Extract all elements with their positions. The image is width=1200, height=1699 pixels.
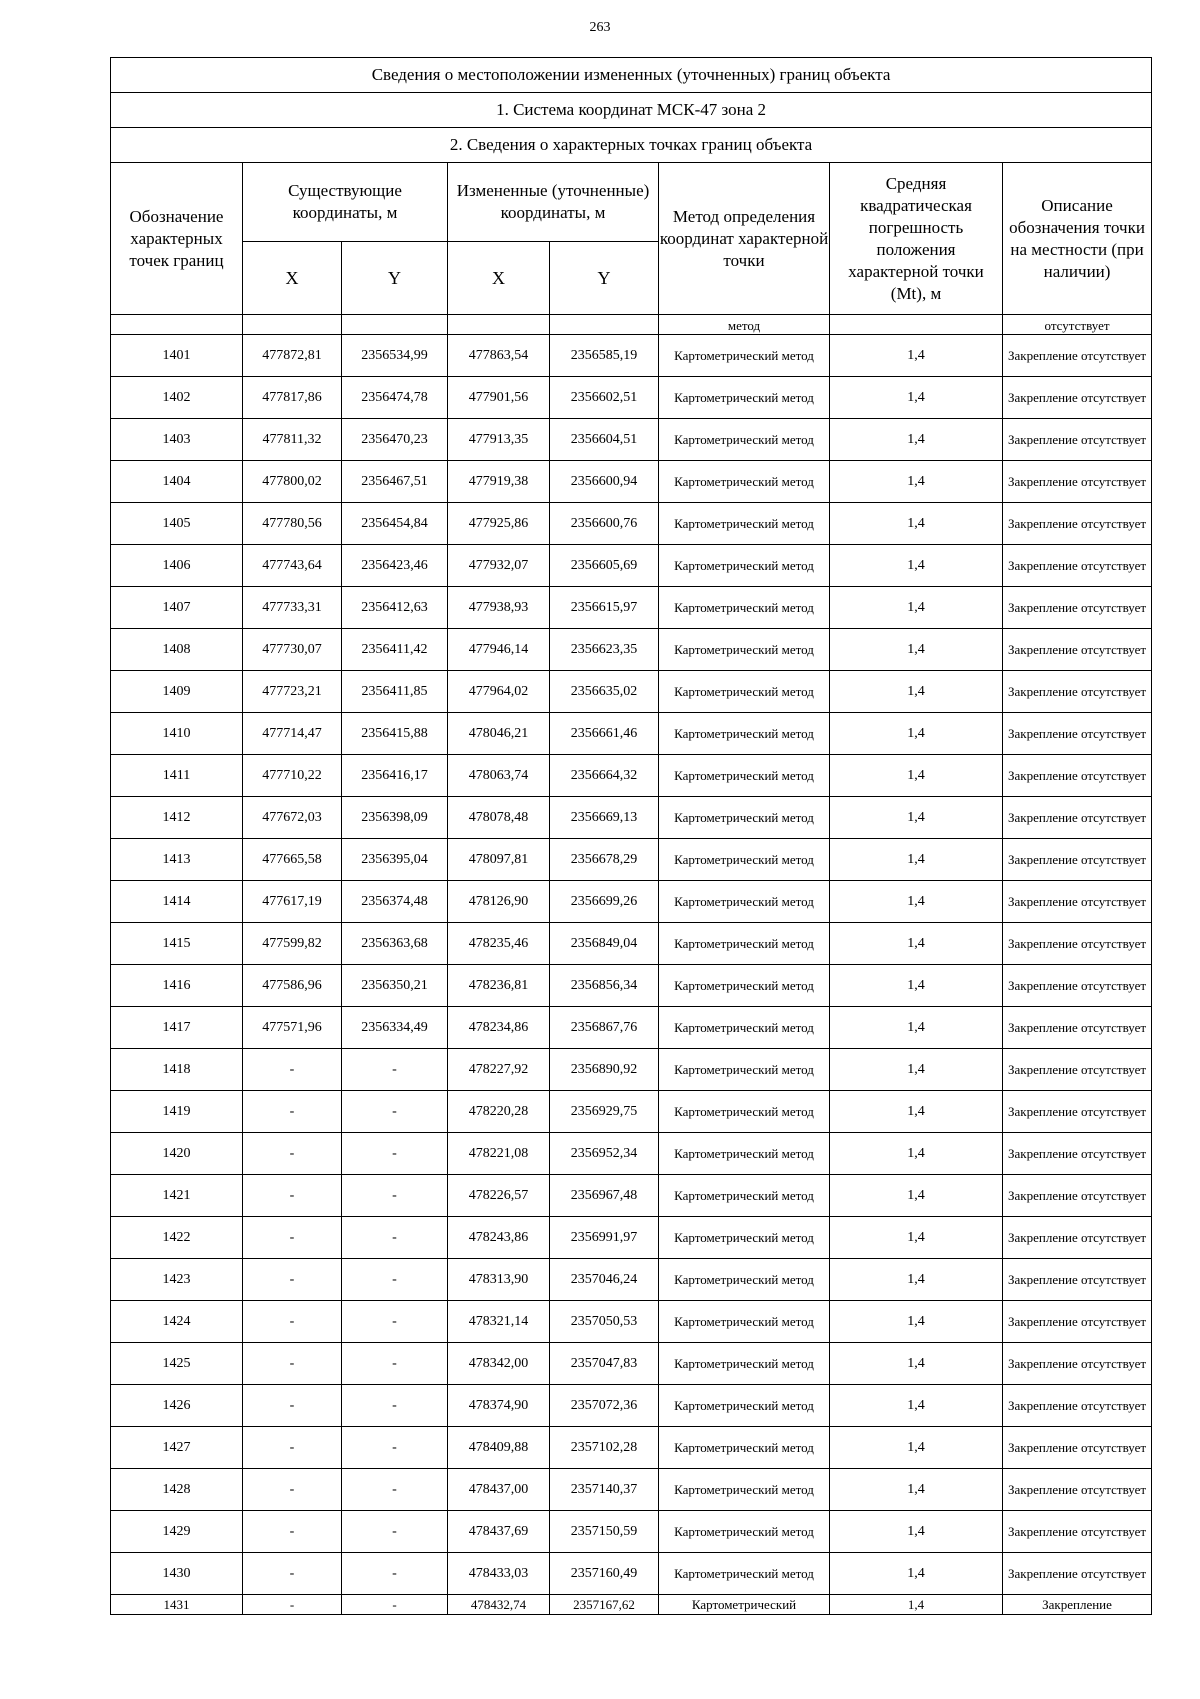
accuracy-cell: 1,4 [830, 1007, 1003, 1049]
changed-y-cell: 2356604,51 [550, 419, 659, 461]
existing-y-cell: - [342, 1511, 448, 1553]
point-id-cell: 1410 [111, 713, 243, 755]
changed-y-cell: 2356890,92 [550, 1049, 659, 1091]
table-row [111, 587, 1152, 629]
point-id-cell: 1414 [111, 881, 243, 923]
description-cell: Закрепление отсутствует [1003, 587, 1152, 629]
header-changed-y: Y [550, 242, 659, 315]
accuracy-cell: 1,4 [830, 1217, 1003, 1259]
changed-y-cell: 2356615,97 [550, 587, 659, 629]
existing-y-cell: 2356334,49 [342, 1007, 448, 1049]
changed-x-cell: 478236,81 [448, 965, 550, 1007]
existing-x-cell: - [243, 1259, 342, 1301]
existing-x-cell: - [243, 1553, 342, 1595]
existing-x-cell: 477743,64 [243, 545, 342, 587]
changed-x-cell: 478409,88 [448, 1427, 550, 1469]
description-cell: отсутствует [1003, 315, 1152, 335]
changed-x-cell: 478226,57 [448, 1175, 550, 1217]
method-cell: Картометрический метод [659, 1427, 830, 1469]
table-row [111, 1007, 1152, 1049]
existing-x-cell: 477800,02 [243, 461, 342, 503]
table-row [111, 1259, 1152, 1301]
description-cell: Закрепление отсутствует [1003, 671, 1152, 713]
changed-y-cell: 2357160,49 [550, 1553, 659, 1595]
existing-x-cell: 477817,86 [243, 377, 342, 419]
changed-x-cell: 478235,46 [448, 923, 550, 965]
changed-x-cell: 478227,92 [448, 1049, 550, 1091]
table-row [111, 881, 1152, 923]
changed-y-cell: 2357150,59 [550, 1511, 659, 1553]
accuracy-cell: 1,4 [830, 1301, 1003, 1343]
method-cell: Картометрический метод [659, 797, 830, 839]
existing-y-cell: 2356411,42 [342, 629, 448, 671]
description-cell: Закрепление отсутствует [1003, 629, 1152, 671]
method-cell: Картометрический метод [659, 755, 830, 797]
point-id-cell: 1406 [111, 545, 243, 587]
changed-x-cell: 477964,02 [448, 671, 550, 713]
table-row [111, 1511, 1152, 1553]
existing-x-cell: - [243, 1091, 342, 1133]
description-cell: Закрепление отсутствует [1003, 1385, 1152, 1427]
changed-x-cell: 478437,69 [448, 1511, 550, 1553]
existing-y-cell: - [342, 1427, 448, 1469]
table-row [111, 713, 1152, 755]
point-id-cell: 1415 [111, 923, 243, 965]
table-row [111, 755, 1152, 797]
existing-y-cell: - [342, 1133, 448, 1175]
changed-y-cell: 2356600,76 [550, 503, 659, 545]
changed-x-cell: 478374,90 [448, 1385, 550, 1427]
changed-x-cell: 477946,14 [448, 629, 550, 671]
changed-x-cell: 478433,03 [448, 1553, 550, 1595]
boundary-points-table [110, 57, 1152, 1615]
header-description: Описание обозначения точки на местности (при наличии) [1003, 163, 1152, 315]
point-id-cell: 1402 [111, 377, 243, 419]
existing-y-cell: 2356411,85 [342, 671, 448, 713]
changed-y-cell: 2357167,62 [550, 1595, 659, 1615]
point-id-cell: 1418 [111, 1049, 243, 1091]
existing-x-cell: - [243, 1385, 342, 1427]
method-cell: Картометрический метод [659, 377, 830, 419]
description-cell: Закрепление [1003, 1595, 1152, 1615]
table-row [111, 461, 1152, 503]
point-id-cell: 1404 [111, 461, 243, 503]
description-cell: Закрепление отсутствует [1003, 545, 1152, 587]
description-cell: Закрепление отсутствует [1003, 755, 1152, 797]
accuracy-cell: 1,4 [830, 1595, 1003, 1615]
table-row [111, 1469, 1152, 1511]
changed-y-cell: 2357047,83 [550, 1343, 659, 1385]
table-row-last [111, 1595, 1152, 1615]
method-cell: Картометрический метод [659, 1301, 830, 1343]
point-id-cell: 1423 [111, 1259, 243, 1301]
table-row [111, 1343, 1152, 1385]
accuracy-cell: 1,4 [830, 1511, 1003, 1553]
point-id-cell: 1405 [111, 503, 243, 545]
header-existing-coordinates: Существующие координаты, м [243, 163, 448, 242]
method-cell: Картометрический метод [659, 503, 830, 545]
point-id-cell: 1419 [111, 1091, 243, 1133]
table-row [111, 923, 1152, 965]
description-cell: Закрепление отсутствует [1003, 1343, 1152, 1385]
accuracy-cell: 1,4 [830, 713, 1003, 755]
changed-y-cell: 2356856,34 [550, 965, 659, 1007]
point-id-cell: 1401 [111, 335, 243, 377]
description-cell: Закрепление отсутствует [1003, 419, 1152, 461]
table-row [111, 1091, 1152, 1133]
description-cell: Закрепление отсутствует [1003, 839, 1152, 881]
point-id-cell: 1416 [111, 965, 243, 1007]
page-number: 263 [589, 20, 611, 35]
accuracy-cell: 1,4 [830, 965, 1003, 1007]
table-row [111, 503, 1152, 545]
method-cell: Картометрический метод [659, 1469, 830, 1511]
changed-y-cell: 2356867,76 [550, 1007, 659, 1049]
description-cell: Закрепление отсутствует [1003, 377, 1152, 419]
existing-y-cell: 2356350,21 [342, 965, 448, 1007]
existing-y-cell: 2356534,99 [342, 335, 448, 377]
changed-x-cell: 478097,81 [448, 839, 550, 881]
point-id-cell: 1417 [111, 1007, 243, 1049]
point-id-cell: 1425 [111, 1343, 243, 1385]
changed-y-cell: 2356849,04 [550, 923, 659, 965]
method-cell: Картометрический метод [659, 461, 830, 503]
table-row [111, 1553, 1152, 1595]
changed-y-cell: 2356661,46 [550, 713, 659, 755]
accuracy-cell: 1,4 [830, 923, 1003, 965]
existing-x-cell: - [243, 1049, 342, 1091]
method-cell: Картометрический метод [659, 419, 830, 461]
description-cell: Закрепление отсутствует [1003, 503, 1152, 545]
method-cell: Картометрический метод [659, 1553, 830, 1595]
points-section-title: 2. Сведения о характерных точках границ объекта [111, 128, 1152, 163]
existing-x-cell: 477780,56 [243, 503, 342, 545]
accuracy-cell: 1,4 [830, 587, 1003, 629]
existing-y-cell: 2356395,04 [342, 839, 448, 881]
changed-y-cell: 2357046,24 [550, 1259, 659, 1301]
existing-y-cell: 2356398,09 [342, 797, 448, 839]
method-cell: Картометрический метод [659, 1091, 830, 1133]
description-cell: Закрепление отсутствует [1003, 1259, 1152, 1301]
existing-x-cell: 477672,03 [243, 797, 342, 839]
method-cell: Картометрический метод [659, 1511, 830, 1553]
description-cell: Закрепление отсутствует [1003, 713, 1152, 755]
existing-x-cell: 477872,81 [243, 335, 342, 377]
existing-x-cell: 477571,96 [243, 1007, 342, 1049]
description-cell: Закрепление отсутствует [1003, 923, 1152, 965]
table-row [111, 1175, 1152, 1217]
existing-x-cell: 477710,22 [243, 755, 342, 797]
table-row [111, 377, 1152, 419]
header-accuracy: Средняя квадратическая погрешность положения характерной точки (Mt), м [830, 163, 1003, 315]
method-cell: Картометрический метод [659, 1133, 830, 1175]
method-cell: Картометрический метод [659, 1217, 830, 1259]
existing-y-cell: - [342, 1301, 448, 1343]
table-row [111, 1049, 1152, 1091]
header-existing-x: X [243, 242, 342, 315]
changed-y-cell: 2356991,97 [550, 1217, 659, 1259]
method-cell: Картометрический метод [659, 587, 830, 629]
changed-x-cell: 477913,35 [448, 419, 550, 461]
existing-x-cell: - [243, 1427, 342, 1469]
existing-y-cell: - [342, 1049, 448, 1091]
existing-x-cell: 477723,21 [243, 671, 342, 713]
changed-y-cell: 2356605,69 [550, 545, 659, 587]
table-row [111, 629, 1152, 671]
existing-y-cell: 2356415,88 [342, 713, 448, 755]
point-id-cell: 1426 [111, 1385, 243, 1427]
method-cell: метод [659, 315, 830, 335]
table-row [111, 797, 1152, 839]
changed-x-cell: 478321,14 [448, 1301, 550, 1343]
existing-y-cell: 2356363,68 [342, 923, 448, 965]
existing-y-cell: - [342, 1469, 448, 1511]
accuracy-cell: 1,4 [830, 377, 1003, 419]
description-cell: Закрепление отсутствует [1003, 461, 1152, 503]
changed-x-cell: 477938,93 [448, 587, 550, 629]
method-cell: Картометрический метод [659, 1007, 830, 1049]
existing-y-cell: - [342, 1385, 448, 1427]
changed-y-cell: 2356929,75 [550, 1091, 659, 1133]
table-row [111, 965, 1152, 1007]
method-cell: Картометрический метод [659, 839, 830, 881]
existing-x-cell: - [243, 1343, 342, 1385]
changed-y-cell: 2356669,13 [550, 797, 659, 839]
changed-x-cell: 478220,28 [448, 1091, 550, 1133]
existing-y-cell: 2356474,78 [342, 377, 448, 419]
table-row-continued [111, 315, 1152, 335]
existing-x-cell: 477811,32 [243, 419, 342, 461]
method-cell: Картометрический метод [659, 1343, 830, 1385]
method-cell: Картометрический метод [659, 1175, 830, 1217]
point-id-cell: 1409 [111, 671, 243, 713]
changed-y-cell: 2356952,34 [550, 1133, 659, 1175]
accuracy-cell: 1,4 [830, 1385, 1003, 1427]
coordinate-system-title: 1. Система координат МСК-47 зона 2 [111, 93, 1152, 128]
existing-x-cell: 477586,96 [243, 965, 342, 1007]
existing-x-cell: 477733,31 [243, 587, 342, 629]
method-cell: Картометрический метод [659, 545, 830, 587]
accuracy-cell: 1,4 [830, 545, 1003, 587]
method-cell: Картометрический метод [659, 923, 830, 965]
table-row [111, 671, 1152, 713]
changed-y-cell: 2356699,26 [550, 881, 659, 923]
header-changed-coordinates: Измененные (уточненные) координаты, м [448, 163, 659, 242]
existing-x-cell: - [243, 1511, 342, 1553]
accuracy-cell: 1,4 [830, 797, 1003, 839]
changed-y-cell: 2356635,02 [550, 671, 659, 713]
description-cell: Закрепление отсутствует [1003, 1217, 1152, 1259]
point-id-cell: 1429 [111, 1511, 243, 1553]
point-id-cell: 1422 [111, 1217, 243, 1259]
table-row [111, 839, 1152, 881]
changed-y-cell: 2357072,36 [550, 1385, 659, 1427]
accuracy-cell: 1,4 [830, 1343, 1003, 1385]
changed-y-cell: 2357050,53 [550, 1301, 659, 1343]
description-cell: Закрепление отсутствует [1003, 1133, 1152, 1175]
accuracy-cell: 1,4 [830, 461, 1003, 503]
table-row [111, 419, 1152, 461]
changed-x-cell: 477932,07 [448, 545, 550, 587]
accuracy-cell: 1,4 [830, 881, 1003, 923]
method-cell: Картометрический метод [659, 629, 830, 671]
accuracy-cell: 1,4 [830, 419, 1003, 461]
existing-x-cell: - [243, 1469, 342, 1511]
changed-y-cell: 2356967,48 [550, 1175, 659, 1217]
accuracy-cell: 1,4 [830, 1133, 1003, 1175]
changed-y-cell: 2356678,29 [550, 839, 659, 881]
description-cell: Закрепление отсутствует [1003, 1553, 1152, 1595]
existing-y-cell: - [342, 1091, 448, 1133]
existing-x-cell: - [243, 1217, 342, 1259]
description-cell: Закрепление отсутствует [1003, 1511, 1152, 1553]
accuracy-cell: 1,4 [830, 1175, 1003, 1217]
accuracy-cell: 1,4 [830, 1469, 1003, 1511]
changed-y-cell: 2356623,35 [550, 629, 659, 671]
method-cell: Картометрический [659, 1595, 830, 1615]
existing-x-cell: - [243, 1301, 342, 1343]
existing-x-cell: - [243, 1133, 342, 1175]
point-id-cell: 1412 [111, 797, 243, 839]
existing-y-cell: - [342, 1595, 448, 1615]
description-cell: Закрепление отсутствует [1003, 1007, 1152, 1049]
description-cell: Закрепление отсутствует [1003, 965, 1152, 1007]
changed-x-cell: 477919,38 [448, 461, 550, 503]
existing-x-cell: 477599,82 [243, 923, 342, 965]
changed-x-cell: 478313,90 [448, 1259, 550, 1301]
changed-x-cell: 478078,48 [448, 797, 550, 839]
header-designation: Обозначение характерных точек границ [111, 163, 243, 315]
table-row [111, 335, 1152, 377]
table-title: Сведения о местоположении измененных (уточненных) границ объекта [111, 58, 1152, 93]
changed-x-cell: 478432,74 [448, 1595, 550, 1615]
changed-x-cell: 477925,86 [448, 503, 550, 545]
existing-y-cell: - [342, 1259, 448, 1301]
table-row [111, 1385, 1152, 1427]
method-cell: Картометрический метод [659, 1385, 830, 1427]
existing-y-cell: - [342, 1553, 448, 1595]
existing-x-cell: - [243, 1175, 342, 1217]
accuracy-cell: 1,4 [830, 1259, 1003, 1301]
changed-y-cell: 2356600,94 [550, 461, 659, 503]
changed-x-cell: 477863,54 [448, 335, 550, 377]
description-cell: Закрепление отсутствует [1003, 1091, 1152, 1133]
existing-y-cell: - [342, 1175, 448, 1217]
changed-x-cell: 478126,90 [448, 881, 550, 923]
changed-x-cell: 477901,56 [448, 377, 550, 419]
changed-x-cell: 478437,00 [448, 1469, 550, 1511]
point-id-cell: 1431 [111, 1595, 243, 1615]
existing-y-cell: 2356454,84 [342, 503, 448, 545]
description-cell: Закрепление отсутствует [1003, 797, 1152, 839]
changed-y-cell: 2357102,28 [550, 1427, 659, 1469]
existing-y-cell: 2356374,48 [342, 881, 448, 923]
accuracy-cell: 1,4 [830, 503, 1003, 545]
changed-x-cell: 478342,00 [448, 1343, 550, 1385]
existing-y-cell: - [342, 1217, 448, 1259]
changed-x-cell: 478063,74 [448, 755, 550, 797]
existing-y-cell: 2356423,46 [342, 545, 448, 587]
changed-x-cell: 478046,21 [448, 713, 550, 755]
point-id-cell: 1420 [111, 1133, 243, 1175]
description-cell: Закрепление отсутствует [1003, 335, 1152, 377]
point-id-cell: 1403 [111, 419, 243, 461]
accuracy-cell: 1,4 [830, 1553, 1003, 1595]
description-cell: Закрепление отсутствует [1003, 1175, 1152, 1217]
method-cell: Картометрический метод [659, 335, 830, 377]
method-cell: Картометрический метод [659, 1049, 830, 1091]
changed-y-cell: 2356602,51 [550, 377, 659, 419]
description-cell: Закрепление отсутствует [1003, 1469, 1152, 1511]
point-id-cell: 1411 [111, 755, 243, 797]
point-id-cell: 1407 [111, 587, 243, 629]
point-id-cell: 1413 [111, 839, 243, 881]
table-row [111, 1133, 1152, 1175]
existing-x-cell: 477730,07 [243, 629, 342, 671]
existing-x-cell: 477665,58 [243, 839, 342, 881]
existing-y-cell: 2356416,17 [342, 755, 448, 797]
changed-x-cell: 478243,86 [448, 1217, 550, 1259]
accuracy-cell: 1,4 [830, 755, 1003, 797]
existing-y-cell: 2356470,23 [342, 419, 448, 461]
method-cell: Картометрический метод [659, 671, 830, 713]
header-method: Метод определения координат характерной точки [659, 163, 830, 315]
accuracy-cell: 1,4 [830, 1091, 1003, 1133]
method-cell: Картометрический метод [659, 1259, 830, 1301]
changed-x-cell: 478234,86 [448, 1007, 550, 1049]
description-cell: Закрепление отсутствует [1003, 1049, 1152, 1091]
point-id-cell: 1421 [111, 1175, 243, 1217]
existing-x-cell: 477617,19 [243, 881, 342, 923]
header-existing-y: Y [342, 242, 448, 315]
changed-x-cell: 478221,08 [448, 1133, 550, 1175]
accuracy-cell: 1,4 [830, 1427, 1003, 1469]
point-id-cell: 1408 [111, 629, 243, 671]
description-cell: Закрепление отсутствует [1003, 1301, 1152, 1343]
table-row [111, 1301, 1152, 1343]
existing-y-cell: 2356412,63 [342, 587, 448, 629]
changed-y-cell: 2357140,37 [550, 1469, 659, 1511]
point-id-cell: 1428 [111, 1469, 243, 1511]
point-id-cell: 1427 [111, 1427, 243, 1469]
description-cell: Закрепление отсутствует [1003, 1427, 1152, 1469]
description-cell: Закрепление отсутствует [1003, 881, 1152, 923]
changed-y-cell: 2356585,19 [550, 335, 659, 377]
accuracy-cell: 1,4 [830, 671, 1003, 713]
point-id-cell: 1424 [111, 1301, 243, 1343]
accuracy-cell: 1,4 [830, 629, 1003, 671]
existing-x-cell: 477714,47 [243, 713, 342, 755]
method-cell: Картометрический метод [659, 713, 830, 755]
existing-y-cell: - [342, 1343, 448, 1385]
method-cell: Картометрический метод [659, 881, 830, 923]
method-cell: Картометрический метод [659, 965, 830, 1007]
table-row [111, 545, 1152, 587]
existing-y-cell: 2356467,51 [342, 461, 448, 503]
accuracy-cell: 1,4 [830, 335, 1003, 377]
existing-x-cell: - [243, 1595, 342, 1615]
changed-y-cell: 2356664,32 [550, 755, 659, 797]
accuracy-cell: 1,4 [830, 1049, 1003, 1091]
header-changed-x: X [448, 242, 550, 315]
table-row [111, 1217, 1152, 1259]
accuracy-cell: 1,4 [830, 839, 1003, 881]
table-row [111, 1427, 1152, 1469]
point-id-cell: 1430 [111, 1553, 243, 1595]
